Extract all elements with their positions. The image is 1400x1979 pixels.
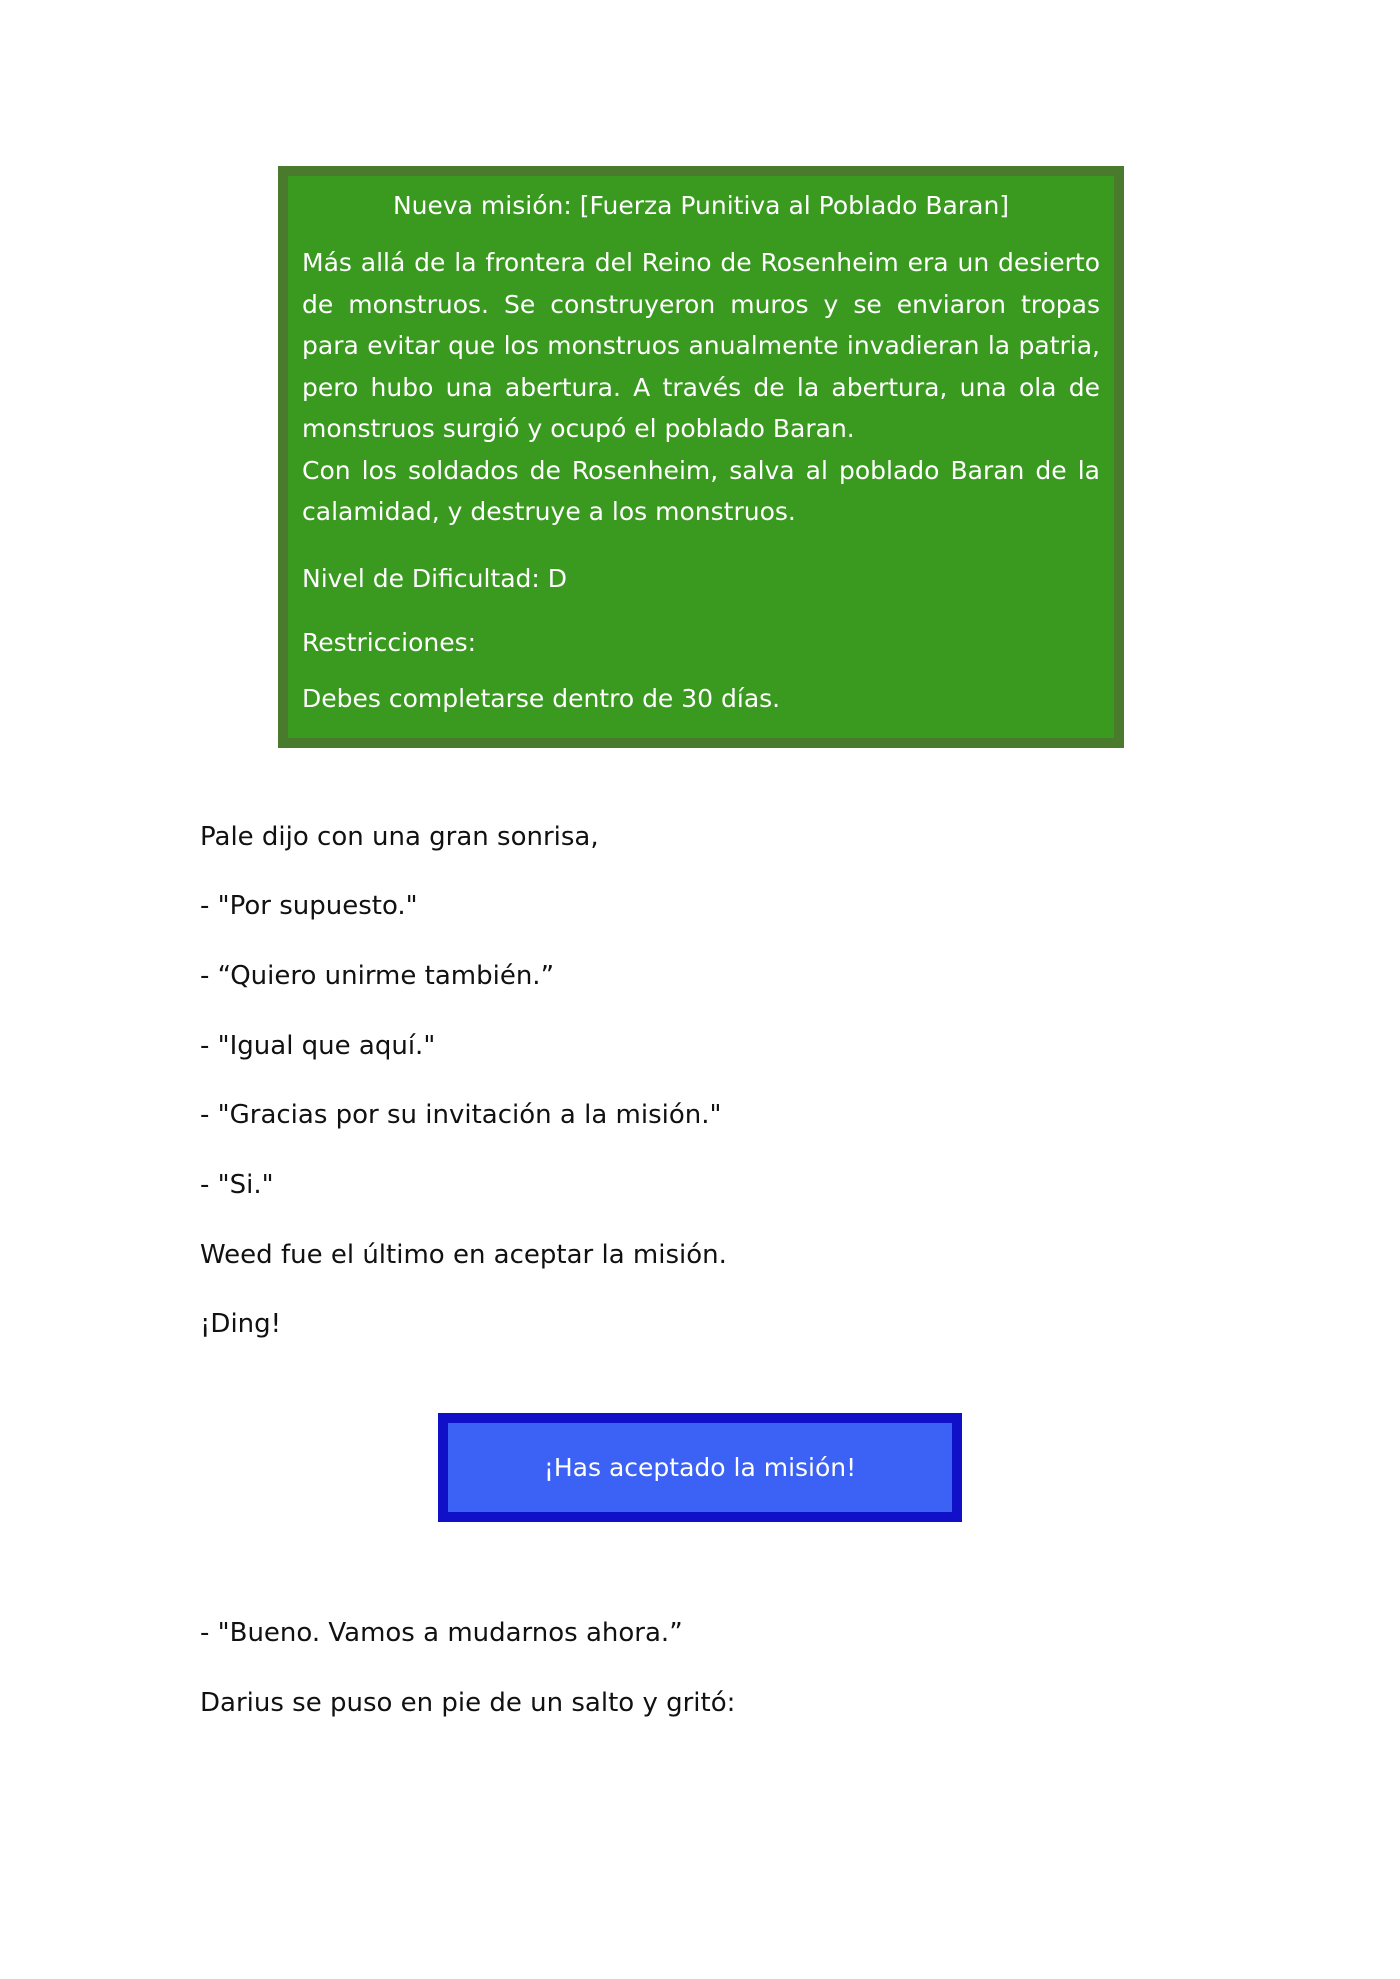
quest-title: Nueva misión: [Fuerza Punitiva al Poblado Baran] — [392, 191, 1010, 220]
mission-accepted-notice — [438, 1413, 962, 1522]
dialogue-line: - "Bueno. Vamos a mudarnos ahora.” — [200, 1618, 683, 1648]
quest-description-paragraph: Más allá de la frontera del Reino de Rosenheim era un desierto de monstruos. Se construyeron muros y se enviaron tropas para evitar que los monstruos anualmente invadieran la patria, pero hubo una abertura. A través de la abertura, una ola de monstruos surgió y ocupó el poblado Baran. — [302, 248, 1100, 443]
narrative-line: Darius se puso en pie de un salto y gritó: — [200, 1688, 736, 1718]
narrative-line: Pale dijo con una gran sonrisa, — [200, 822, 599, 852]
narrative-line: Weed fue el último en aceptar la misión. — [200, 1240, 727, 1270]
notice-text: ¡Has aceptado la misión! — [543, 1452, 857, 1482]
narrative-line: ¡Ding! — [200, 1309, 282, 1339]
dialogue-line: - "Gracias por su invitación a la misión." — [200, 1100, 722, 1130]
quest-box — [278, 166, 1124, 748]
dialogue-line: - “Quiero unirme también.” — [200, 961, 555, 991]
quest-description — [302, 242, 1100, 533]
quest-restrictions-text: Debes completarse dentro de 30 días. — [302, 683, 781, 713]
quest-restrictions-label: Restricciones: — [302, 627, 477, 657]
dialogue-line: - "Igual que aquí." — [200, 1031, 436, 1061]
quest-difficulty: Nivel de Dificultad: D — [302, 563, 568, 593]
quest-description-paragraph: Con los soldados de Rosenheim, salva al poblado Baran de la calamidad, y destruye a los monstruos. — [302, 455, 1100, 526]
dialogue-line: - "Por supuesto." — [200, 891, 418, 921]
dialogue-line: - "Si." — [200, 1170, 274, 1200]
